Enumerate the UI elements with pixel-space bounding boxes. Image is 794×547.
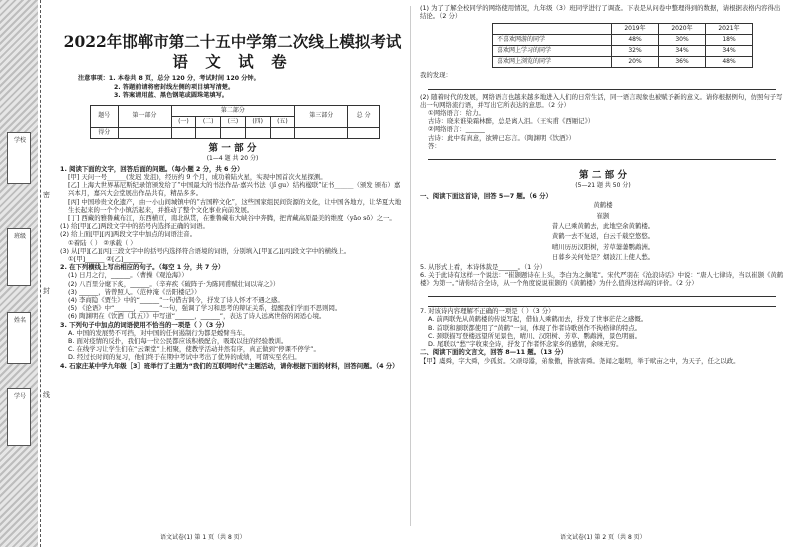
part-heading: 第 一 部 分 bbox=[208, 142, 257, 154]
section-heading: 一、阅读下面这首诗，回答 5—7 题。（6 分） bbox=[420, 192, 552, 201]
question-4-1: (1) 为了了解全校同学的网络使用情况，九年级（3）班同学进行了调查。下表是从问卷中整理得到的数据，请根据表格内容得出结论。（2 分） bbox=[420, 4, 781, 21]
page-right: (1) 为了了解全校同学的网络使用情况，九年级（3）班同学进行了调查。下表是从问卷中整理得到的数据，请根据表格内容得出结论。（2 分） 2019年 2020年 2021年 不喜欢网游的同学 48% 30% 18% 喜欢网上学习的同学 32% 34% 34% 喜欢网上浏览的同学 20% 36% 48% 我的发现： (2) 随着时代的发展，网络语言也越来越多地进入人们的日常生活，同一语言现象也被赋予新的意义。请你根据例句，仿照句子写出一句网络流行语，并写出它所表达的意思。（2 分） ①网络语言：给力。 古诗：晓来谁染霜林醉，总是离人泪。（王实甫《西厢记》） ②网络语言：______ 古诗：此中有真意，欲辨已忘言。（陶渊明《饮酒》） 答： 第 二 部 分 (5—21 题 共 50 分) 一、阅读下面这首诗，回答 5—7 题。（6 分） 黄鹤楼 崔颢 昔人已乘黄鹤去，此地空余黄鹤楼。 黄鹤一去不复返，白云千载空悠悠。 晴川历历汉阳树，芳草萋萋鹦鹉洲。 日暮乡关何处是？烟波江上使人愁。 5. 从形式上看，本诗体裁是______。（1 分） 6. 关于此诗有这样一个说法：“崔颢题诗在上头，李白为之搁笔”。宋代严羽在《沧浪诗话》中说：“唐人七律诗，当以崔颢《黄鹤楼》为第一。”请你结合全诗，从一个角度说说崔颢的《黄鹤楼》为什么值得这样高的评价。（2 分） 7. 对该诗内容理解不正确的一项是（ ）（3 分） A. 前两联先从黄鹤楼的传说写起，借仙人乘鹤而去，抒发了世事茫茫之感慨。 B. 首联和颔联都使用了“黄鹤”一词，体现了作者诗歌创作不拘格律的特点。 C. 颈联描写登楼远望所见景色，晴川、汉阳树、芳草、鹦鹉洲，景色明丽。 D. 尾联以“愁”字收束全诗，抒发了作者怀念家乡的感情，余味无穷。 二、阅读下面的文言文，回答 8—11 题。（13 分） 【甲】虞舜，字大舜，少孤贫。父顽母嚣，弟象傲，皆欲害舜。尧闻之聪明，举于畎亩之中，为天子，任之以政。 bbox=[414, 0, 790, 547]
answer-line[interactable] bbox=[428, 80, 776, 90]
poem-title: 黄鹤楼 bbox=[593, 201, 613, 210]
question-7: 7. 对该诗内容理解不正确的一项是（ ）（3 分） A. 前两联先从黄鹤楼的传说写起，借仙人乘鹤而去，抒发了世事茫茫之感慨。 B. 首联和颔联都使用了“黄鹤”一词，体现了作者诗歌创作不拘格律的特点。 C. 颈联描写登楼远望所见景色，晴川、汉阳树、芳草、鹦鹉洲，景色明丽。 D. 尾联以“愁”字收束全诗，抒发了作者怀念家乡的感情，余味无穷。 bbox=[420, 307, 648, 349]
table-row: 喜欢网上浏览的同学 20% 36% 48% bbox=[493, 57, 753, 68]
part-subheading: (5—21 题 共 50 分) bbox=[575, 182, 631, 190]
section-heading: 二、阅读下面的文言文，回答 8—11 题。（13 分） bbox=[420, 348, 568, 357]
question-3: 3. 下列句子中加点的词语使用不恰当的一项是（ ）（3 分） A. 中国的发展势不可挡，对中国的任何遏制行为都是螳臂当车。 B. 面对疫情的反扑，我们每一位公民都应该积极配合，吸取以往的经验教训。 C. 在线学习让学生们在“云课堂”上相聚，使教学活动井然有序，真正做到“停课不停学”。 D. 经过长时间的复习，他们终于在期中考试中考出了优异的成绩，可谓实至名归。 bbox=[60, 320, 320, 362]
part-subheading: (1—4 题 共 20 分) bbox=[206, 154, 259, 162]
name-field-box[interactable]: 姓名 bbox=[7, 312, 31, 364]
page-footer-right: 语文试卷(1) 第 2 页（共 8 页） bbox=[560, 534, 646, 541]
answer-label: 答： bbox=[428, 141, 441, 150]
exam-notes: 注意事项：1. 本卷共 8 页，总分 120 分，考试时间 120 分钟。 2. 答题前请将密封线左侧的项目填写清楚。 3. 答案请用蓝、黑色钢笔或圆珠笔填写。 bbox=[78, 75, 260, 100]
class-field-box[interactable]: 班级 bbox=[7, 228, 31, 286]
classical-text: 【甲】虞舜，字大舜，少孤贫。父顽母嚣，弟象傲，皆欲害舜。尧闻之聪明，举于畎亩之中，为天子，任之以政。 bbox=[420, 356, 740, 365]
score-table: 题号 第一部分 第二部分 第三部分 总 分 (一) (二) (三) (四) (五) 得分 bbox=[90, 105, 380, 139]
table-row: 不喜欢网游的同学 48% 30% 18% bbox=[493, 35, 753, 46]
poem: 黄鹤楼 崔颢 昔人已乘黄鹤去，此地空余黄鹤楼。 黄鹤一去不复返，白云千载空悠悠。 晴川历历汉阳树，芳草萋萋鹦鹉洲。 日暮乡关何处是？烟波江上使人愁。 bbox=[420, 200, 786, 262]
answer-line[interactable] bbox=[428, 150, 776, 160]
table-row: 喜欢网上学习的同学 32% 34% 34% bbox=[493, 46, 753, 57]
finding-label: 我的发现： bbox=[420, 71, 452, 80]
page-divider bbox=[410, 6, 411, 526]
seal-char: 封 bbox=[43, 287, 50, 295]
exam-subtitle: 语 文 试 卷 bbox=[172, 52, 293, 71]
page-left bbox=[54, 0, 409, 547]
student-id-field-box[interactable]: 学号 bbox=[7, 388, 31, 446]
school-field-box[interactable]: 学校 bbox=[7, 132, 31, 184]
question-5: 5. 从形式上看，本诗体裁是______。（1 分） bbox=[420, 262, 547, 271]
answer-line[interactable] bbox=[428, 297, 776, 307]
exam-title: 2022年邯郸市第二十五中学第二次线上模拟考试 bbox=[63, 32, 402, 51]
seal-char: 密 bbox=[43, 191, 50, 199]
question-1: 1. 阅读下面的文字，回答后面的问题。（每小题 2 分，共 6 分） [甲] 天问一号______(发迟 发沮)，经历约 9 个月，成功着陆火星，实现中国首次火星探测。 [乙] 上海大世界基尼斯纪录馆颁发给了“中国最大的书法作品·嘉兴书法（jǐ gu）结构楹联”证书______（颁发 颁布）嘉兴本月，嘉兴大会堂展出作品共有，精品多多。 [丙] 中国珍贵文化遗产，由一小山间城镇中的“古国粹文化”，这些国家组民间资源的文化，让中国各地方，让华夏大地生长起来的一个个小镇活起来，并推动了整个文化事业向前发展。 [丁] 西藏的雅鲁藏布江，东西横亘，南北纵贯，在雅鲁藏布大峡谷中奔腾，把青藏高原最美的维度（yāo sō）之一。 (1) 给[甲][乙]两段文字中的括号内选择正确的词语。 (2) 给上面[甲][丙]两段文字中加点的词语注音。 ①着陆（ ） ②承载（ ） (3) 从[甲][乙][丙]三段文字中的括号内选择符合语境的词语，分别填入[甲][乙][丙]段文字中的横线上。 ①[甲]______ ②[乙]______ bbox=[60, 164, 402, 264]
question-2: 2. 在下列横线上写出相应的句子。（每空 1 分，共 7 分） (1) 日月之行，______。（曹操《观沧海》） (2) 八百里分麾下炙，______。（辛弃疾《破阵子·为陈同甫赋壮词以寄之》） (3) ______，皆曾照人。（范仲淹《岳阳楼记》） (4) 李商隐《贾生》中的“______”一句借古讽今，抒发了诗人怀才不遇之感。 (5) 《论语》中“______，______”一句，强调了学习和思考的辩证关系，提醒我们学而不思则罔。 (6) 陶渊明在《饮酒（其五）》中写道“______，______”，表达了诗人远离世俗的闲适心境。 bbox=[60, 263, 342, 321]
poem-author: 崔颢 bbox=[596, 211, 610, 220]
seal-cut-line bbox=[40, 0, 51, 547]
question-4-2: (2) 随着时代的发展，网络语言也越来越多地进入人们的日常生活，同一语言现象也被赋予新的意义。请你根据例句，仿照句子写出一句网络流行语，并写出它所表达的意思。（2 分） bbox=[420, 92, 783, 109]
question-6: 6. 关于此诗有这样一个说法：“崔颢题诗在上头，李白为之搁笔”。宋代严羽在《沧浪诗话》中说：“唐人七律诗，当以崔颢《黄鹤楼》为第一。”请你结合全诗，从一个角度说说崔颢的《黄鹤楼》为什么值得这样高的评价。（2 分） bbox=[420, 270, 784, 288]
answer-line[interactable] bbox=[428, 287, 776, 297]
page-footer-left: 语文试卷(1) 第 1 页（共 8 页） bbox=[160, 534, 246, 541]
question-4: 4. 石家庄某中学九年级［3］班举行了主题为“我们的互联网时代”主题活动，请你根据下面的材料，回答问题。（4 分） bbox=[60, 361, 399, 370]
seal-char: 线 bbox=[43, 391, 50, 399]
part-heading: 第 二 部 分 bbox=[579, 170, 627, 182]
binding-strip bbox=[0, 0, 38, 547]
survey-table: 2019年 2020年 2021年 不喜欢网游的同学 48% 30% 18% 喜欢网上学习的同学 32% 34% 34% 喜欢网上浏览的同学 20% 36% 48% bbox=[492, 23, 753, 68]
